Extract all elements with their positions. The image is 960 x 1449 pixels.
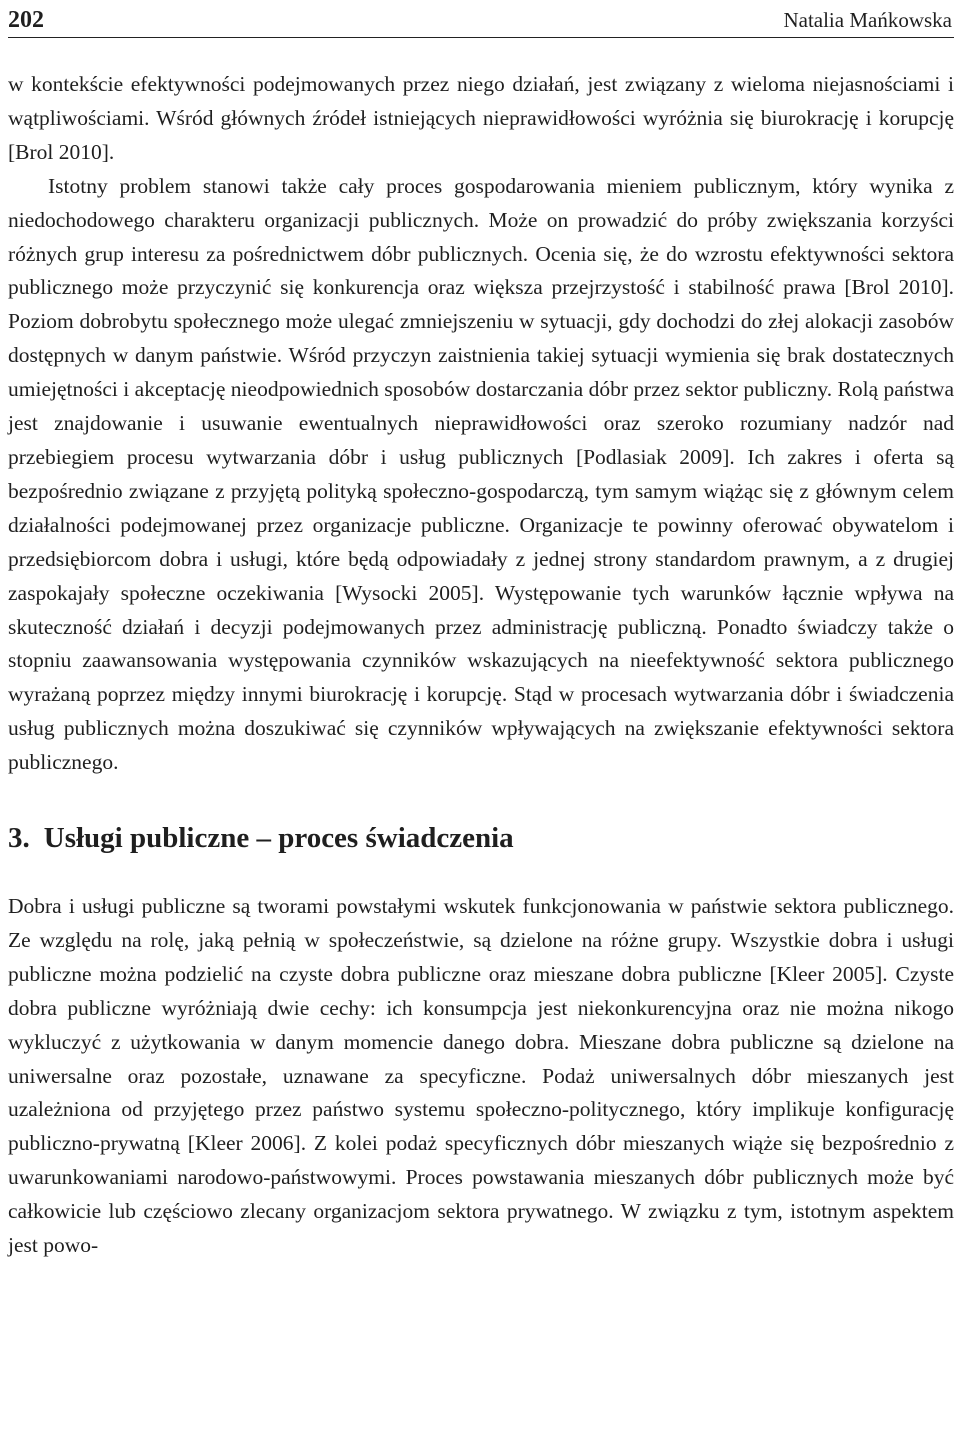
section-number: 3. — [8, 822, 30, 855]
paragraph-public-goods: Dobra i usługi publiczne są tworami powstałymi wskutek funkcjonowania w państwie sektora publicznego. Ze względu na rolę, jaką pełnią w społeczeństwie, są dzielone na różne grupy. Wszystkie dobra i usługi publiczne można podzielić na czyste dobra publiczne oraz mieszane dobra publiczne [Kleer 2005]. Czyste dobra publiczne wyróżniają dwie cechy: ich konsumpcja jest niekonkurencyjna oraz nie można nikogo wykluczyć z użytkowania w danym momencie danego dobra. Mieszane dobra publiczne są dzielone na uniwersalne oraz pozostałe, uznawane za specyficzne. Podaż uniwersalnych dóbr mieszanych jest uzależniona od przyjętego przez państwo systemu społeczno-politycznego, który implikuje konfigurację publiczno-prywatną [Kleer 2006]. Z kolei podaż specyficznych dóbr mieszanych wiąże się bezpośrednio z uwarunkowaniami narodowo-państwowymi. Proces powstawania mieszanych dóbr publicznych może być całkowicie lub częściowo zlecany organizacjom sektora prywatnego. W związku z tym, istotnym aspektem jest powo- — [8, 894, 954, 1258]
body-text — [8, 68, 954, 780]
running-header-author: Natalia Mańkowska — [783, 8, 952, 32]
section-heading — [8, 818, 954, 858]
paragraph-continued: w kontekście efektywności podejmowanych przez niego działań, jest związany z wieloma niejasnościami i wątpliwościami. Wśród głównych źródeł istniejących nieprawidłowości wyróżnia się biurokrację i korupcję [Brol 2010]. — [8, 72, 954, 164]
page-number: 202 — [8, 7, 44, 33]
section-title: Usługi publiczne – proces świadczenia — [43, 822, 514, 855]
section-body — [8, 890, 954, 1263]
running-header — [8, 0, 954, 38]
document-page — [8, 0, 954, 1263]
paragraph-public-property: Istotny problem stanowi także cały proces gospodarowania mieniem publicznym, który wynika z niedochodowego charakteru organizacji publicznych. Może on prowadzić do próby zwiększania korzyści różnych grup interesu za pośrednictwem dóbr publicznych. Ocenia się, że do wzrostu efektywności sektora publicznego może przyczynić się konkurencja oraz większa przejrzystość i stabilność prawa [Brol 2010]. Poziom dobrobytu społecznego może ulegać zmniejszeniu w sytuacji, gdy dochodzi do złej alokacji zasobów dostępnych w danym państwie. Wśród przyczyn zaistnienia takiej sytuacji wymienia się brak dostatecznych umiejętności i akceptację nieodpowiednich sposobów dostarczania dóbr przez sektor publiczny. Rolą państwa jest znajdowanie i usuwanie ewentualnych nieprawidłowości oraz szeroko rozumiany nadzór nad przebiegiem procesu wytwarzania dóbr i usług publicznych [Podlasiak 2009]. Ich zakres i oferta są bezpośrednio związane z przyjętą polityką społeczno-gospodarczą, tym samym wiążąc się z głównym celem działalności podejmowanej przez organizacje publiczne. Organizacje te powinny oferować obywatelom i przedsiębiorcom dobra i usługi, które będą odpowiadały z jednej strony standardom prawnym, a z drugiej zaspokajały społeczne oczekiwania [Wysocki 2005]. Występowanie tych warunków łącznie wpływa na skuteczność działań i decyzji podejmowanych przez administrację publiczną. Ponadto świadczy także o stopniu zaawansowania występowania czynników wskazujących na nieefektywność sektora publicznego wyrażaną poprzez między innymi biurokrację i korupcję. Stąd w procesach wytwarzania dóbr i świadczenia usług publicznych można doszukiwać się czynników wpływających na zwiększanie efektywności sektora publicznego. — [8, 173, 954, 775]
